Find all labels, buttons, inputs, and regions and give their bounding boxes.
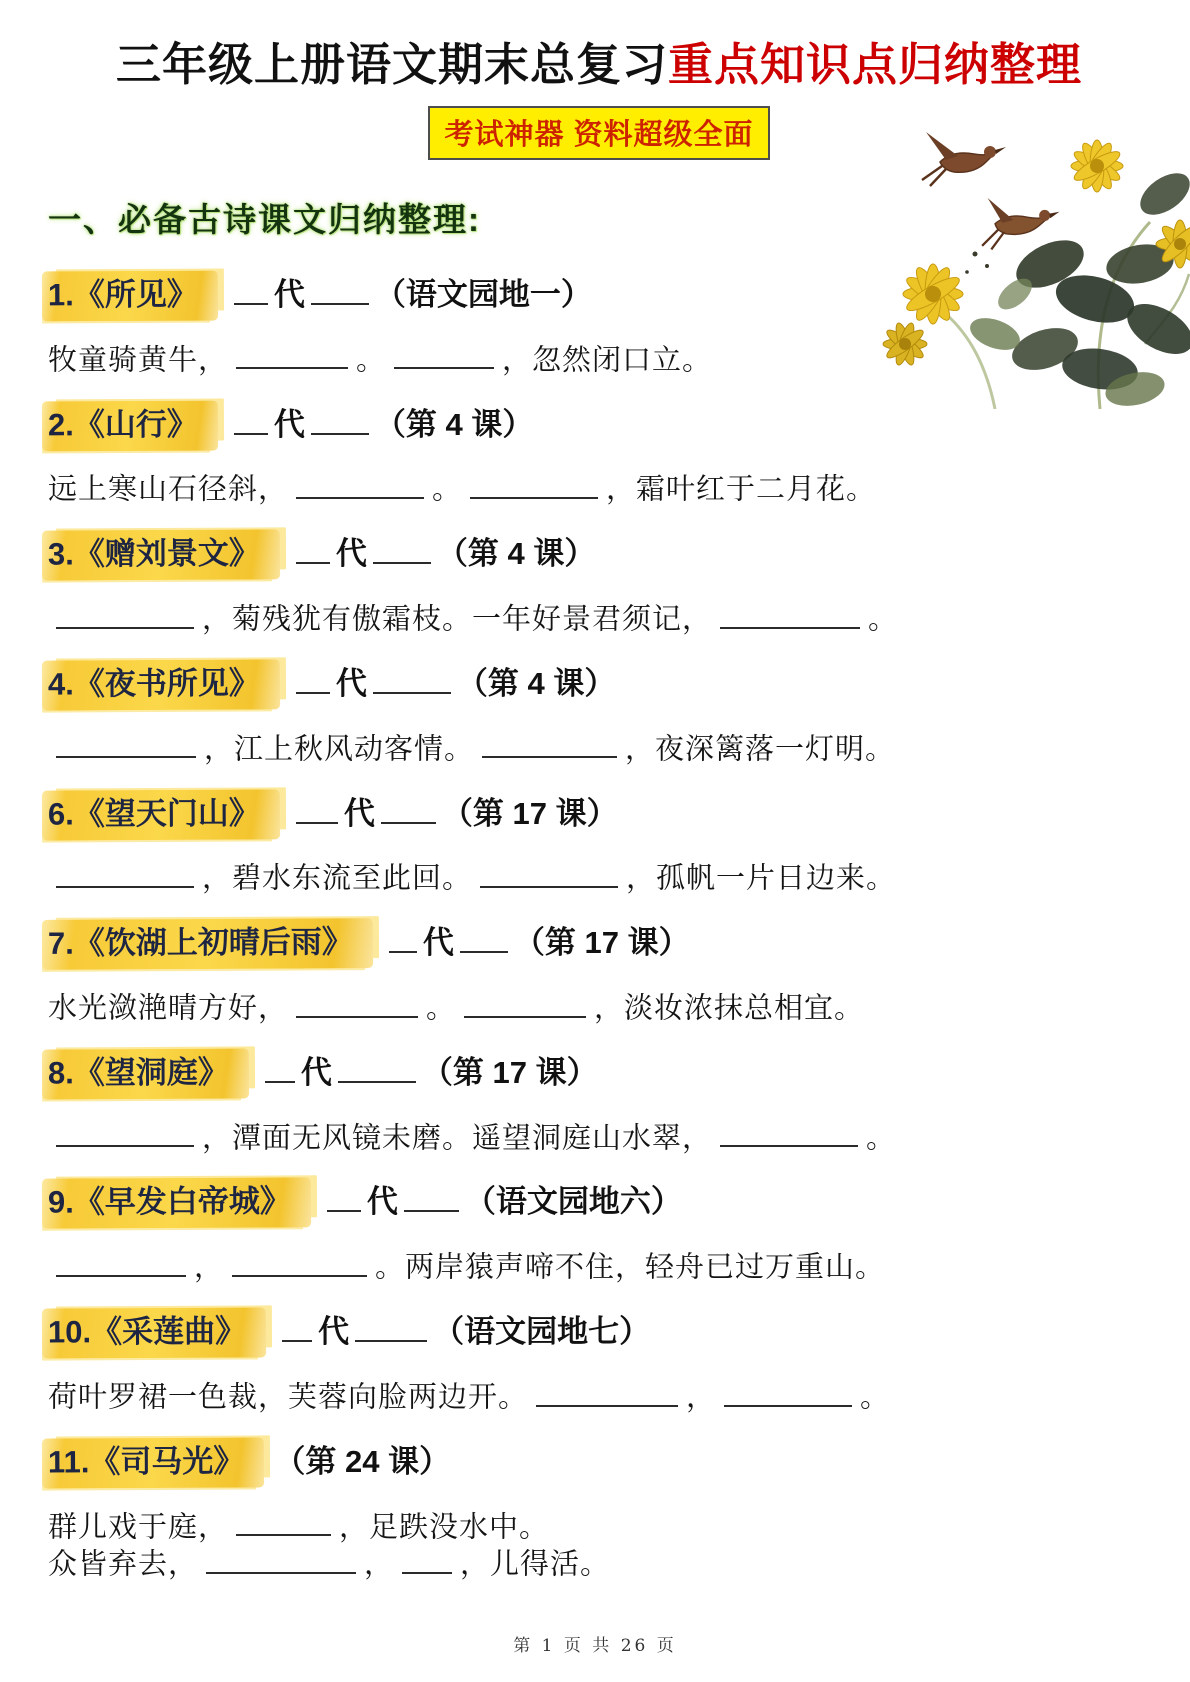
poem-title-highlight: 2.《山行》 xyxy=(42,400,218,451)
line-text: ， xyxy=(686,1379,717,1414)
line-text: ，碧水东流至此回。 xyxy=(202,860,473,895)
line-text: ， xyxy=(194,1249,225,1284)
line-text: （语文园地六） xyxy=(464,1184,682,1220)
poem-item xyxy=(48,271,1150,378)
fill-in-blank xyxy=(373,533,431,564)
line-text: （第 4 课） xyxy=(374,406,534,442)
poem-title-highlight: 4.《夜书所见》 xyxy=(42,659,280,710)
fill-in-blank xyxy=(724,1377,852,1407)
poem-title-highlight: 7.《饮湖上初晴后雨》 xyxy=(42,918,373,970)
fill-in-blank xyxy=(56,729,196,759)
poem-item xyxy=(48,790,1150,897)
fill-in-blank xyxy=(464,988,586,1018)
poem-heading-rest xyxy=(276,1314,650,1349)
line-text: 。 xyxy=(860,1379,891,1414)
line-text: ，儿得活。 xyxy=(460,1546,611,1581)
line-text: 代 xyxy=(300,1054,332,1090)
fill-in-blank xyxy=(536,1377,678,1407)
fill-in-blank xyxy=(381,792,436,823)
poem-item xyxy=(48,1049,1150,1156)
fill-in-blank xyxy=(265,1051,295,1082)
poem-item-heading xyxy=(48,1438,1150,1488)
fill-in-blank xyxy=(327,1181,361,1212)
fill-in-blank xyxy=(56,599,194,629)
fill-in-blank xyxy=(460,922,508,953)
line-text: （第 4 课） xyxy=(436,536,596,572)
page-title xyxy=(48,38,1150,92)
fill-in-blank xyxy=(720,599,860,629)
poem-item xyxy=(48,660,1150,767)
poem-heading-rest xyxy=(383,925,690,960)
line-text: 代 xyxy=(273,406,305,442)
line-text: （第 17 课） xyxy=(441,795,618,831)
fill-in-blank xyxy=(394,340,494,370)
poem-title-highlight: 11.《司马光》 xyxy=(42,1437,265,1488)
fill-in-blank xyxy=(311,403,369,434)
line-text: 代 xyxy=(343,795,375,831)
fill-in-blank xyxy=(234,403,268,434)
line-text: 。 xyxy=(426,990,457,1025)
poem-line xyxy=(48,469,1150,507)
exam-banner: 考试神器 资料超级全面 xyxy=(428,106,769,160)
poem-line xyxy=(48,1247,1150,1285)
poem-item xyxy=(48,1178,1150,1285)
fill-in-blank xyxy=(56,858,194,888)
poem-title-highlight: 8.《望洞庭》 xyxy=(42,1048,249,1099)
fill-in-blank xyxy=(311,274,369,305)
page-title-red: 重点知识点归纳整理 xyxy=(668,39,1083,90)
fill-in-blank xyxy=(482,729,617,759)
poem-item-heading xyxy=(48,271,1150,321)
poem-heading-rest xyxy=(290,796,618,831)
poem-heading-rest xyxy=(228,407,533,442)
fill-in-blank xyxy=(56,1247,186,1277)
line-text: ，菊残犹有傲霜枝。一年好景君须记， xyxy=(202,601,713,636)
poem-item-heading xyxy=(48,790,1150,840)
poem-item-heading xyxy=(48,1049,1150,1099)
poem-title-highlight: 10.《采莲曲》 xyxy=(42,1308,266,1359)
poem-heading-rest xyxy=(274,1444,450,1479)
line-text: 。两岸猿声啼不住，轻舟已过万重山。 xyxy=(375,1249,886,1284)
poem-title-highlight: 9.《早发白帝城》 xyxy=(42,1178,311,1229)
line-text: ，淡妆浓抹总相宜。 xyxy=(594,990,865,1025)
poem-line xyxy=(48,340,1150,378)
poem-heading-rest xyxy=(290,536,595,571)
poem-title-highlight: 6.《望天门山》 xyxy=(42,789,280,840)
line-text: ，孤帆一片日边来。 xyxy=(626,860,897,895)
line-text: 代 xyxy=(335,536,367,572)
fill-in-blank xyxy=(206,1544,356,1574)
fill-in-blank xyxy=(282,1311,312,1342)
poem-line xyxy=(48,1544,1150,1582)
line-text: 水光潋滟晴方好， xyxy=(48,990,289,1025)
poem-line xyxy=(48,729,1150,767)
line-text: 。 xyxy=(868,601,899,636)
poem-item xyxy=(48,1438,1150,1582)
fill-in-blank xyxy=(232,1247,367,1277)
poem-heading-rest xyxy=(228,277,592,312)
poem-title-highlight: 1.《所见》 xyxy=(42,271,218,322)
poem-list xyxy=(48,271,1150,1582)
poem-item-heading xyxy=(48,1308,1150,1358)
line-text: ，潭面无风镜未磨。遥望洞庭山水翠， xyxy=(202,1120,713,1155)
line-text: 代 xyxy=(335,665,367,701)
fill-in-blank xyxy=(470,469,598,499)
fill-in-blank xyxy=(296,469,424,499)
poem-item xyxy=(48,919,1150,1026)
fill-in-blank xyxy=(402,1544,452,1574)
line-text: 。 xyxy=(356,342,387,377)
fill-in-blank xyxy=(296,792,338,823)
fill-in-blank xyxy=(296,662,330,693)
fill-in-blank xyxy=(236,1507,331,1537)
line-text: （语文园地一） xyxy=(374,277,592,312)
line-text: （第 17 课） xyxy=(421,1054,598,1090)
poem-line xyxy=(48,858,1150,896)
line-text: 。 xyxy=(432,472,463,507)
line-text: 牧童骑黄牛， xyxy=(48,342,229,377)
line-text: 。 xyxy=(866,1120,897,1155)
line-text: 代 xyxy=(366,1184,398,1220)
fill-in-blank xyxy=(373,662,451,693)
fill-in-blank xyxy=(338,1051,416,1082)
line-text: （语文园地七） xyxy=(433,1314,651,1350)
poem-line xyxy=(48,1377,1150,1415)
banner-row xyxy=(48,106,1150,160)
fill-in-blank xyxy=(389,922,417,953)
poem-heading-rest xyxy=(321,1184,682,1219)
fill-in-blank xyxy=(56,1118,194,1148)
line-text: （第 17 课） xyxy=(513,925,690,961)
line-text: ，江上秋风动客情。 xyxy=(204,731,475,766)
poem-item-heading xyxy=(48,660,1150,710)
poem-item-heading xyxy=(48,530,1150,580)
line-text: 远上寒山石径斜， xyxy=(48,472,289,507)
poem-title-highlight: 3.《赠刘景文》 xyxy=(42,530,280,581)
poem-heading-rest xyxy=(259,1055,598,1090)
line-text: 荷叶罗裙一色裁，芙蓉向脸两边开。 xyxy=(48,1379,529,1414)
fill-in-blank xyxy=(236,340,348,370)
poem-item xyxy=(48,401,1150,508)
poem-item-heading xyxy=(48,919,1150,969)
line-text: ，霜叶红于二月花。 xyxy=(606,472,877,507)
section-heading: 一、必备古诗课文归纳整理: xyxy=(48,201,481,238)
poem-item xyxy=(48,1308,1150,1415)
line-text: ，忽然闭口立。 xyxy=(502,342,713,377)
line-text: （第 24 课） xyxy=(274,1443,451,1479)
line-text: ， xyxy=(364,1546,395,1581)
poem-item-heading xyxy=(48,1178,1150,1228)
line-text: 众皆弃去， xyxy=(48,1546,199,1581)
fill-in-blank xyxy=(404,1181,459,1212)
fill-in-blank xyxy=(480,858,618,888)
fill-in-blank xyxy=(234,274,268,305)
poem-line xyxy=(48,1118,1150,1156)
line-text: ，夜深篱落一灯明。 xyxy=(625,731,896,766)
poem-heading-rest xyxy=(290,666,615,701)
poem-item xyxy=(48,530,1150,637)
page-number-footer: 第 1 页 共 26 页 xyxy=(513,1636,677,1656)
poem-item-heading xyxy=(48,401,1150,451)
fill-in-blank xyxy=(296,988,418,1018)
line-text: 代 xyxy=(273,277,305,312)
page-title-black: 三年级上册语文期末总复习 xyxy=(115,39,668,90)
poem-line xyxy=(48,599,1150,637)
fill-in-blank xyxy=(296,533,330,564)
fill-in-blank xyxy=(355,1311,427,1342)
line-text: 代 xyxy=(318,1314,350,1350)
line-text: 代 xyxy=(422,925,454,961)
fill-in-blank xyxy=(720,1118,858,1148)
poem-line xyxy=(48,988,1150,1026)
poem-line xyxy=(48,1507,1150,1545)
line-text: 群儿戏于庭， xyxy=(48,1509,229,1544)
line-text: ，足跌没水中。 xyxy=(339,1509,550,1544)
line-text: （第 4 课） xyxy=(456,665,616,701)
